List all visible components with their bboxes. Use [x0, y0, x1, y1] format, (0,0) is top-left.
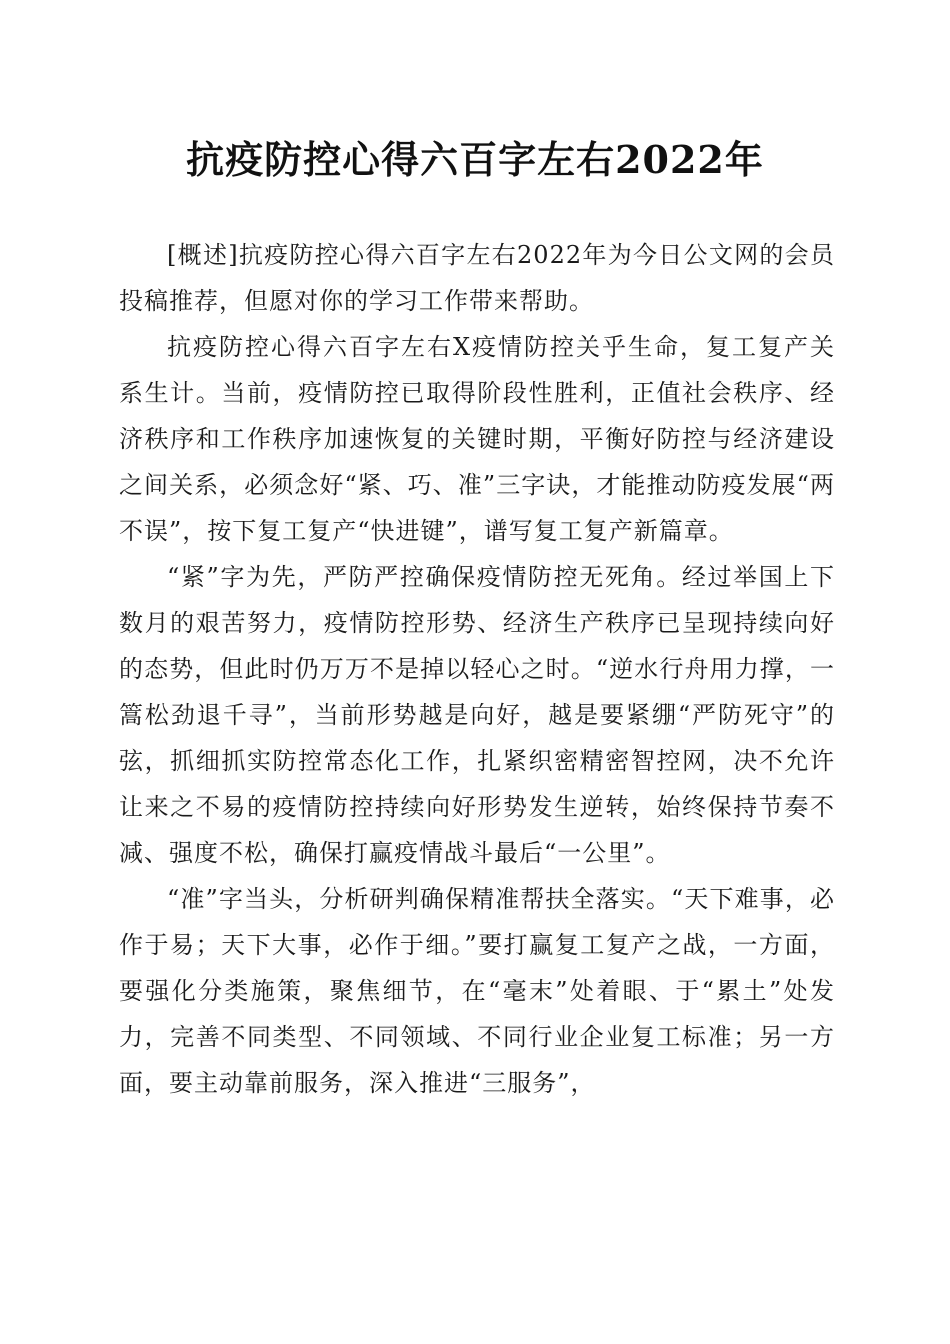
document-body	[119, 232, 835, 1106]
paragraph-zhun: “准”字当头，分析研判确保精准帮扶全落实。“天下难事，必作于易；天下大事，必作于细。”要打赢复工复产之战，一方面，要强化分类施策，聚焦细节，在“毫末”处着眼、于“累土”处发力，完善不同类型、不同领域、不同行业企业复工标准；另一方面，要主动靠前服务，深入推进“三服务”，	[119, 885, 835, 1097]
paragraph-jin: “紧”字为先，严防严控确保疫情防控无死角。经过举国上下数月的艰苦努力，疫情防控形势、经济生产秩序已呈现持续向好的态势，但此时仍万万不是掉以轻心之时。“逆水行舟用力撑，一篙松劲退千寻”，当前形势越是向好，越是要紧绷“严防死守”的弦，抓细抓实防控常态化工作，扎紧织密精密智控网，决不允许让来之不易的疫情防控持续向好形势发生逆转，始终保持节奏不减、强度不松，确保打赢疫情战斗最后“一公里”。	[119, 563, 835, 867]
paragraph-intro: 抗疫防控心得六百字左右X疫情防控关乎生命，复工复产关系生计。当前，疫情防控已取得阶段性胜利，正值社会秩序、经济秩序和工作秩序加速恢复的关键时期，平衡好防控与经济建设之间关系，必须念好“紧、巧、准”三字诀，才能推动防疫发展“两不误”，按下复工复产“快进键”，谱写复工复产新篇章。	[119, 333, 835, 545]
document-title: 抗疫防控心得六百字左右2022年	[186, 137, 764, 182]
paragraph-summary: [概述]抗疫防控心得六百字左右2022年为今日公文网的会员投稿推荐，但愿对你的学习工作带来帮助。	[119, 241, 835, 315]
